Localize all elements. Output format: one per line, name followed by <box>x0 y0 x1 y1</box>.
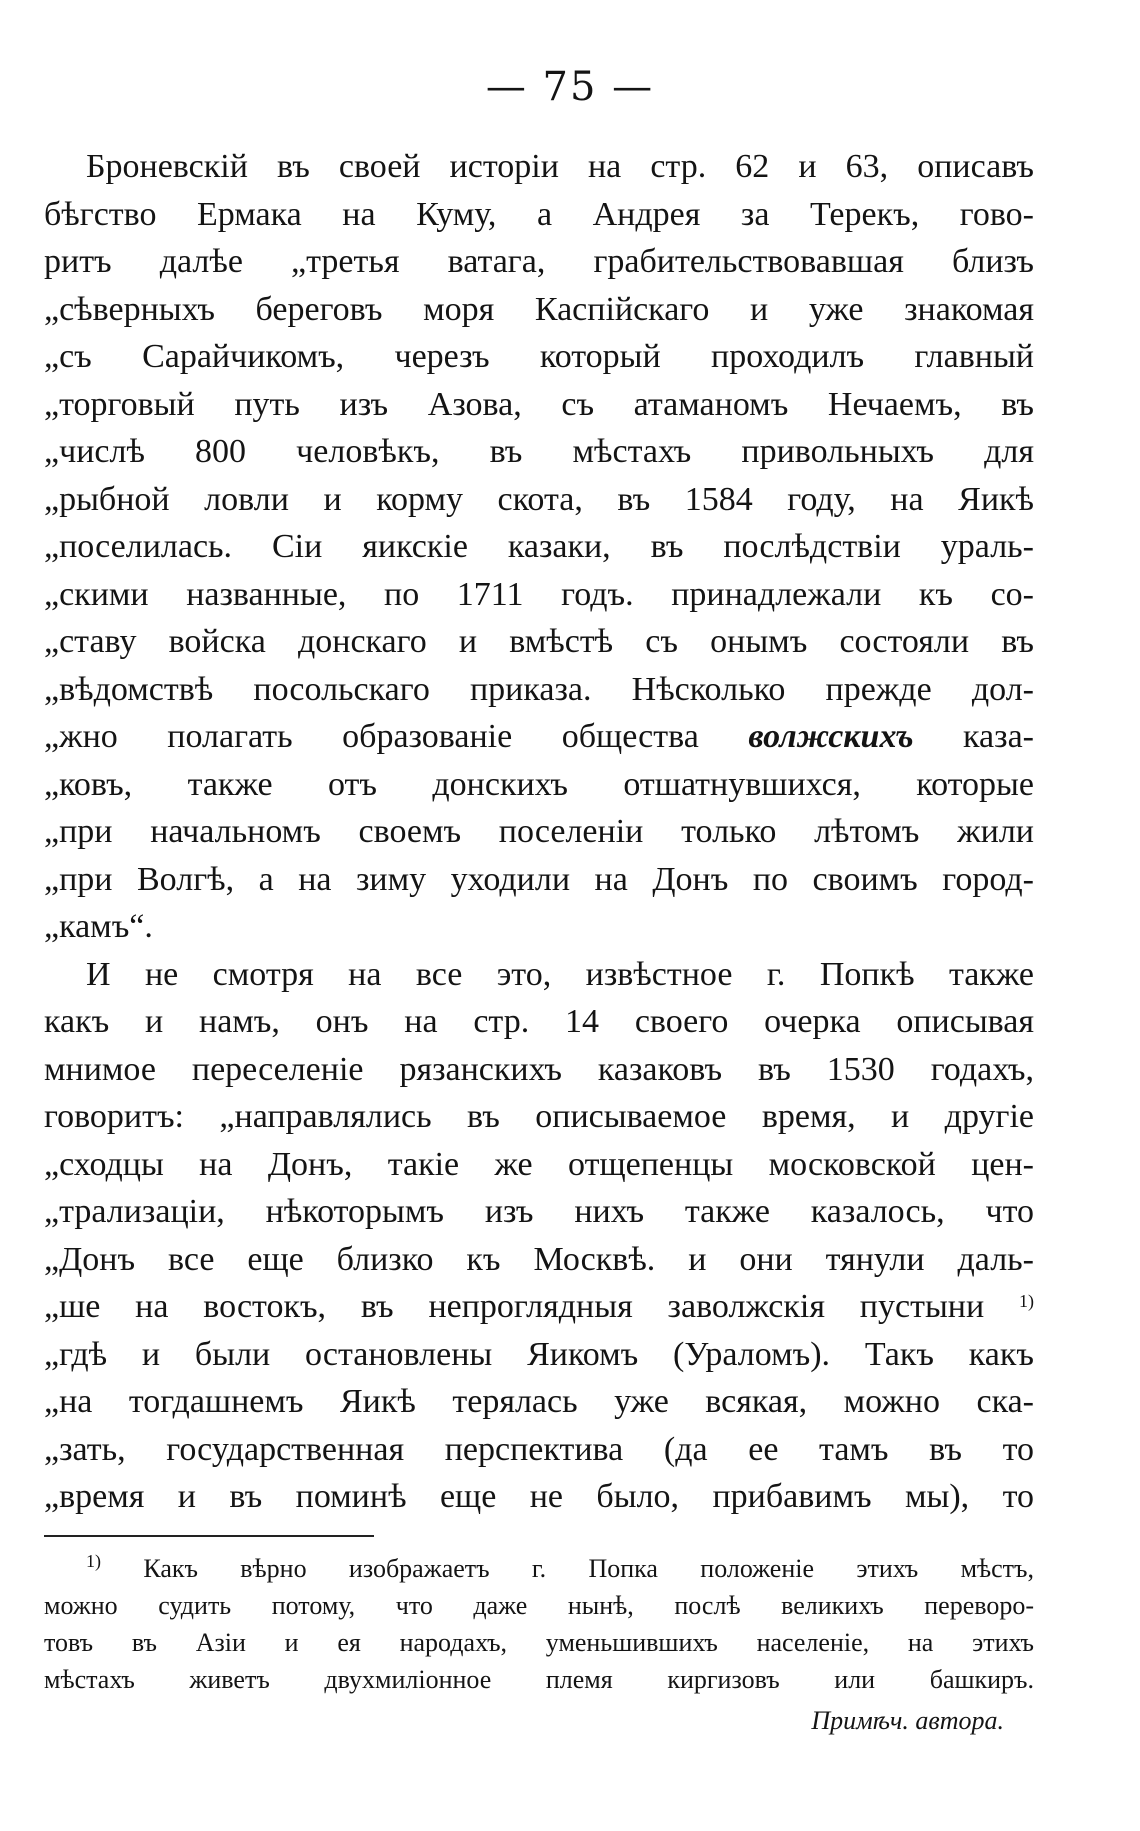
text-line: „числѣ 800 человѣкъ, въ мѣстахъ привольныхъ для <box>44 433 1034 470</box>
footnote-divider <box>44 1535 374 1537</box>
text-line: „поселилась. Сіи яикскіе казаки, въ послѣдствіи ураль- <box>44 528 1034 565</box>
text-line: „сходцы на Донъ, такіе же отщепенцы московской цен- <box>44 1145 1034 1183</box>
text-line: „трализаціи, нѣкоторымъ изъ нихъ также казалось, что <box>44 1193 1034 1230</box>
text-line: „при Волгѣ, а на зиму уходили на Донъ по своимъ город- <box>44 860 1034 898</box>
text-line: „гдѣ и были остановлены Яикомъ (Ураломъ). Такъ какъ <box>44 1335 1034 1373</box>
text-line: „Донъ все еще близко къ Москвѣ. и они тянули даль- <box>44 1240 1034 1278</box>
text-line: Броневскій въ своей исторіи на стр. 62 и 63, описавъ <box>86 148 1034 185</box>
text-line <box>44 1283 1034 1331</box>
main-text <box>44 143 1034 1521</box>
text-line: какъ и намъ, онъ на стр. 14 своего очерка описывая <box>44 1003 1034 1040</box>
emphasized-word: волжскихъ <box>748 718 914 755</box>
footnote-line: можно судить потому, что даже нынѣ, послѣ великихъ переворо- <box>44 1591 1034 1620</box>
footnote-reference: 1) <box>1019 1291 1034 1311</box>
text-line: говоритъ: „направлялись въ описываемое время, и другіе <box>44 1098 1034 1135</box>
text-line: „при начальномъ своемъ поселеніи только лѣтомъ жили <box>44 813 1034 850</box>
text-line: „торговый путь изъ Азова, съ атаманомъ Нечаемъ, въ <box>44 385 1034 423</box>
text-line: „на тогдашнемъ Яикѣ терялась уже всякая, можно ска- <box>44 1383 1034 1420</box>
text-line: „сѣверныхъ береговъ моря Каспійскаго и уже знакомая <box>44 290 1034 328</box>
text-line <box>44 713 1034 761</box>
text-line: „рыбной ловли и корму скота, въ 1584 году, на Яикѣ <box>44 480 1034 518</box>
text-line: „время и въ поминѣ еще не было, прибавимъ мы), то <box>44 1478 1034 1515</box>
footnote <box>44 1550 1034 1739</box>
text-line: мнимое переселеніе рязанскихъ казаковъ въ 1530 годахъ, <box>44 1050 1034 1088</box>
text-line: „вѣдомствѣ посольскаго приказа. Нѣсколько прежде дол- <box>44 670 1034 708</box>
text-line: ритъ далѣе „третья ватага, грабительствовавшая близъ <box>44 243 1034 280</box>
text-line: „камъ“. <box>44 908 153 945</box>
text-line: „съ Сарайчикомъ, черезъ который проходилъ главный <box>44 338 1034 375</box>
text-segment: „ше на востокъ, въ непроглядныя заволжскія пустыни <box>44 1288 985 1325</box>
text-line: „ковъ, также отъ донскихъ отшатнувшихся, которые <box>44 765 1034 803</box>
text-line: „скими названные, по 1711 годъ. принадлежали къ со- <box>44 575 1034 613</box>
text-segment: „жно полагать образованіе общества <box>44 718 749 755</box>
footnote-marker: 1) <box>86 1551 101 1571</box>
text-line: бѣгство Ермака на Куму, а Андрея за Терекъ, гово- <box>44 195 1034 233</box>
text-line: „ставу войска донскаго и вмѣстѣ съ онымъ состояли въ <box>44 623 1034 660</box>
text-segment: Какъ вѣрно изображаетъ г. Попка положеніе этихъ мѣстъ, <box>101 1554 1034 1583</box>
footnote-line: товъ въ Азіи и ея народахъ, уменьшившихъ населеніе, на этихъ <box>44 1628 1034 1657</box>
page-number: — 75 — <box>485 64 655 110</box>
text-line: И не смотря на все это, извѣстное г. Попкѣ также <box>86 955 1034 993</box>
text-line: „зать, государственная перспектива (да ее тамъ въ то <box>44 1430 1034 1468</box>
footnote-line <box>44 1550 1034 1587</box>
text-segment: каза- <box>913 718 1034 755</box>
footnote-signature: Примѣч. автора. <box>811 1706 1004 1735</box>
footnote-line: мѣстахъ живетъ двухмиліонное племя киргизовъ или башкиръ. <box>44 1665 1034 1694</box>
